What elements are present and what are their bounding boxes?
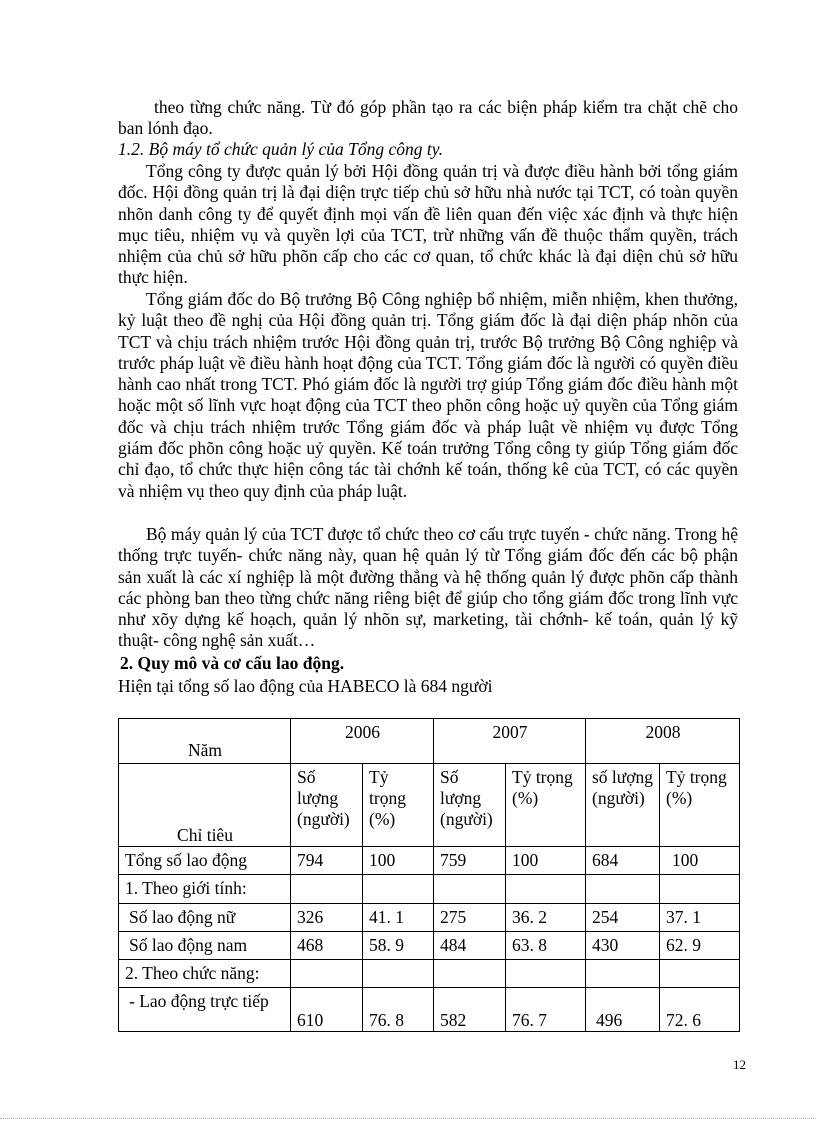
- table-cell: 275: [434, 904, 506, 932]
- table-cell: 484: [434, 932, 506, 960]
- paragraph-general-director: Tổng giám đốc do Bộ trưởng Bộ Công nghiệp bổ nhiệm, miễn nhiệm, khen thưởng, kỷ luật theo đề nghị của Hội đồng quản trị. Tổng giám đốc là đại diện pháp nhõn của TCT và chịu trách nhiệm trước Hội đồng quản trị, trước Bộ trưởng Bộ Công nghiệp và trước pháp luật về điều hành hoạt động của TCT. Tổng giám đốc là người có quyền điều hành cao nhất trong TCT. Phó giám đốc là người trợ giúp Tổng giám đốc điều hành một hoặc một số lĩnh vực hoạt động của TCT theo phõn công hoặc uỷ quyền của Tổng giám đốc và chịu trách nhiệm trước Tổng giám đốc và pháp luật về nhiệm vụ được Tổng giám đốc phõn công hoặc uỷ quyền. Kế toán trưởng Tổng công ty giúp Tổng giám đốc chỉ đạo, tổ chức thực hiện công tác tài chớnh kế toán, thống kê của TCT, có các quyền và nhiệm vụ theo quy định của pháp luật.: [118, 289, 738, 501]
- table-cell: 496: [586, 988, 660, 1032]
- paragraph-board-management: Tổng công ty được quản lý bởi Hội đồng quản trị và được điều hành bởi tổng giám đốc. Hội đồng quản trị là đại diện trực tiếp chủ sở hữu nhà nước tại TCT, có toàn quyền nhõn danh công ty để quyết định mọi vấn đề liên quan đến việc xác định và thực hiện mục tiêu, nhiệm vụ và quyền lợi của TCT, trừ những vấn đề thuộc thẩm quyền, trách nhiệm của chủ sở hữu phõn cấp cho các cơ quan, tổ chức khác là đại diện chủ sở hữu thực hiện.: [118, 161, 738, 288]
- table-cell: 76. 7: [506, 988, 586, 1032]
- page-number: 12: [733, 1057, 746, 1072]
- table-cell: 430: [586, 932, 660, 960]
- table-cell: 582: [434, 988, 506, 1032]
- table-cell: [363, 875, 434, 904]
- year-header-cell: Năm: [119, 719, 291, 764]
- row-label: - Lao động trực tiếp: [119, 988, 291, 1032]
- table-row: [119, 960, 740, 988]
- table-cell: 100: [660, 847, 740, 875]
- table-cell: [506, 875, 586, 904]
- table-row: [119, 932, 740, 960]
- paragraph-continuation: theo từng chức năng. Từ đó góp phần tạo ra các biện pháp kiểm tra chặt chẽ cho ban lónh đạo.: [118, 97, 738, 139]
- page-bottom-rule: [0, 1118, 816, 1119]
- table-row: [119, 847, 740, 875]
- quantity-header-2008: số lượng (người): [586, 764, 660, 847]
- ratio-header-2008: Tỷ trọng (%): [660, 764, 740, 847]
- table-cell: [434, 875, 506, 904]
- table-row: [119, 875, 740, 904]
- table-cell: 63. 8: [506, 932, 586, 960]
- quantity-header-2007: Số lượng (người): [434, 764, 506, 847]
- table-cell: 254: [586, 904, 660, 932]
- table-row: [119, 904, 740, 932]
- year-2008-header: 2008: [586, 719, 740, 764]
- table-cell: 610: [291, 988, 363, 1032]
- table-year-row: [119, 719, 740, 764]
- section-heading-1-2: 1.2. Bộ máy tổ chức quản lý của Tổng công ty.: [118, 139, 443, 159]
- quantity-header-2006: Số lượng (người): [291, 764, 363, 847]
- table-cell: 72. 6: [660, 988, 740, 1032]
- table-cell: 684: [586, 847, 660, 875]
- paragraph-total-labour: Hiện tại tổng số lao động của HABECO là 684 người: [118, 676, 493, 696]
- row-label: 1. Theo giới tính:: [119, 875, 291, 904]
- table-cell: 76. 8: [363, 988, 434, 1032]
- row-label: Tổng số lao động: [119, 847, 291, 875]
- table-subheader-row: [119, 764, 740, 847]
- table-cell: 100: [506, 847, 586, 875]
- table-cell: 326: [291, 904, 363, 932]
- table-cell: [291, 875, 363, 904]
- ratio-header-2007: Tỷ trọng (%): [506, 764, 586, 847]
- table-cell: [363, 960, 434, 988]
- table-cell: [660, 960, 740, 988]
- table-cell: [586, 875, 660, 904]
- table-cell: [434, 960, 506, 988]
- table-cell: 36. 2: [506, 904, 586, 932]
- paragraph-management-structure: Bộ máy quản lý của TCT được tổ chức theo cơ cấu trực tuyến - chức năng. Trong hệ thống trực tuyến- chức năng này, quan hệ quản lý từ Tổng giám đốc đến các bộ phận sản xuất là các xí nghiệp là một đường thẳng và hệ thống quản lý được phõn cấp thành các phòng ban theo từng chức năng riêng biệt để giúp cho tổng giám đốc trong lĩnh vực như xõy dựng kế hoạch, quản lý nhõn sự, marketing, tài chớnh- kế toán, quản lý kỹ thuật- công nghệ sản xuất…: [118, 524, 738, 651]
- table-cell: 100: [363, 847, 434, 875]
- table-cell: 794: [291, 847, 363, 875]
- table-cell: 468: [291, 932, 363, 960]
- indicator-header-cell: Chỉ tiêu: [119, 764, 291, 847]
- table-cell: 58. 9: [363, 932, 434, 960]
- row-label: Số lao động nam: [119, 932, 291, 960]
- labour-structure-table: [118, 718, 740, 1032]
- ratio-header-2006: Tỷ trọng (%): [363, 764, 434, 847]
- year-2007-header: 2007: [434, 719, 586, 764]
- table-cell: [291, 960, 363, 988]
- table-cell: 759: [434, 847, 506, 875]
- table-cell: 41. 1: [363, 904, 434, 932]
- table-cell: [586, 960, 660, 988]
- section-heading-2: 2. Quy mô và cơ cấu lao động.: [120, 653, 345, 673]
- table-cell: 62. 9: [660, 932, 740, 960]
- row-label: 2. Theo chức năng:: [119, 960, 291, 988]
- table-row: [119, 988, 740, 1032]
- row-label: Số lao động nữ: [119, 904, 291, 932]
- year-2006-header: 2006: [291, 719, 434, 764]
- table-cell: [506, 960, 586, 988]
- table-cell: [660, 875, 740, 904]
- table-cell: 37. 1: [660, 904, 740, 932]
